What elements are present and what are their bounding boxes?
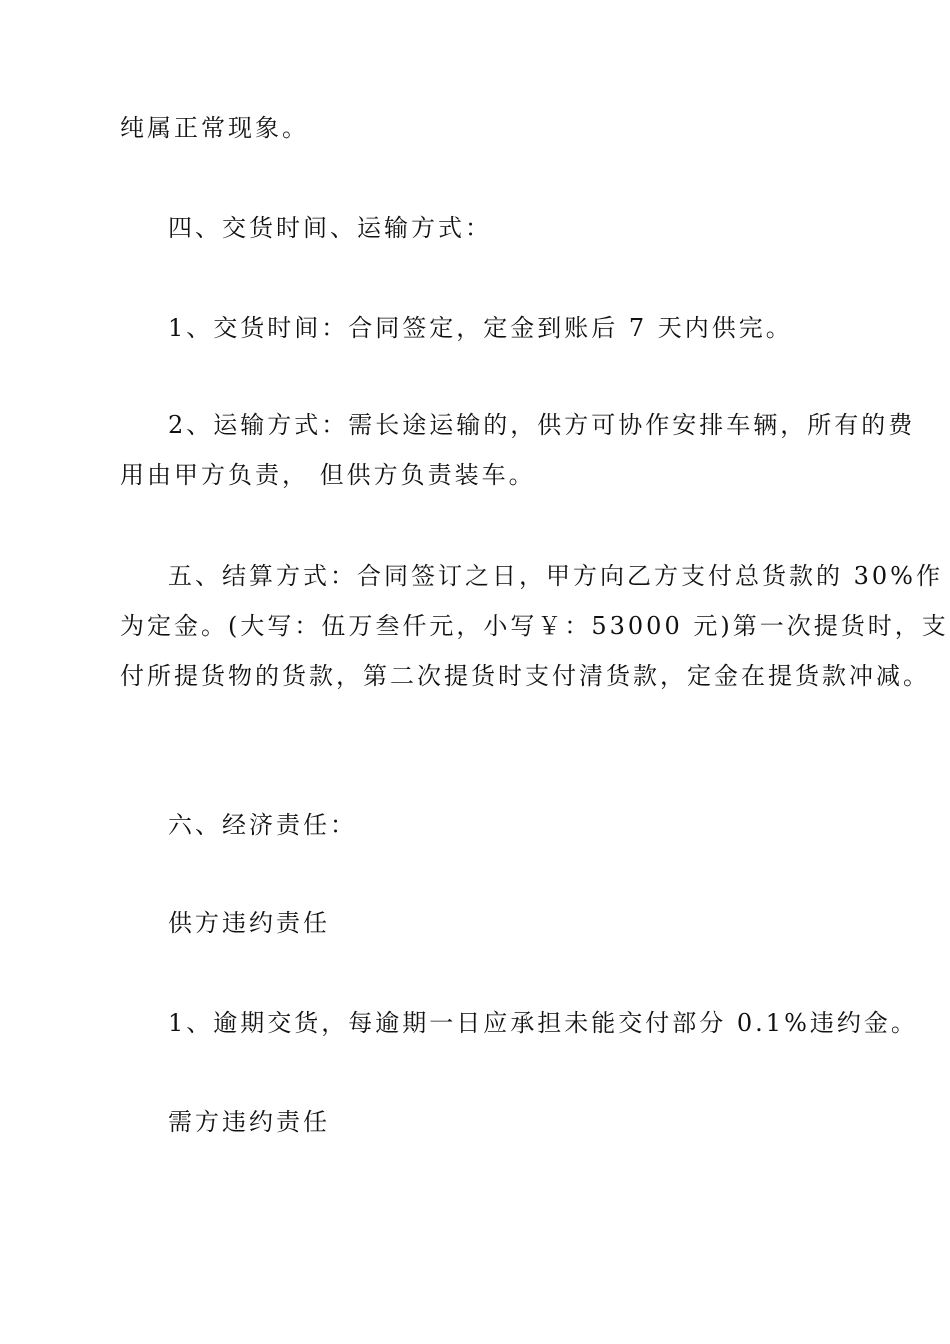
clause-4-2-line-1: 2、运输方式：需长途运输的，供方可协作安排车辆，所有的费 bbox=[168, 411, 916, 439]
clause-4-1: 1、交货时间：合同签定，定金到账后 7 天内供完。 bbox=[168, 314, 793, 342]
supplier-breach-clause-1: 1、逾期交货，每逾期一日应承担未能交付部分 0.1%违约金。 bbox=[168, 1009, 918, 1037]
section-5-line-1: 五、结算方式：合同签订之日，甲方向乙方支付总货款的 30%作 bbox=[168, 562, 943, 590]
section-heading-6: 六、经济责任： bbox=[168, 811, 357, 839]
section-5-line-2: 为定金。(大写：伍万叁仟元，小写￥：53000 元)第一次提货时，支 bbox=[120, 612, 949, 640]
buyer-breach-heading: 需方违约责任 bbox=[168, 1108, 330, 1136]
section-5-line-3: 付所提货物的货款，第二次提货时支付清货款，定金在提货款冲减。 bbox=[120, 662, 930, 690]
supplier-breach-heading: 供方违约责任 bbox=[168, 909, 330, 937]
section-heading-4: 四、交货时间、运输方式： bbox=[168, 214, 492, 242]
text-line-1: 纯属正常现象。 bbox=[120, 114, 309, 142]
clause-4-2-line-2: 用由甲方负责， 但供方负责装车。 bbox=[120, 461, 536, 489]
